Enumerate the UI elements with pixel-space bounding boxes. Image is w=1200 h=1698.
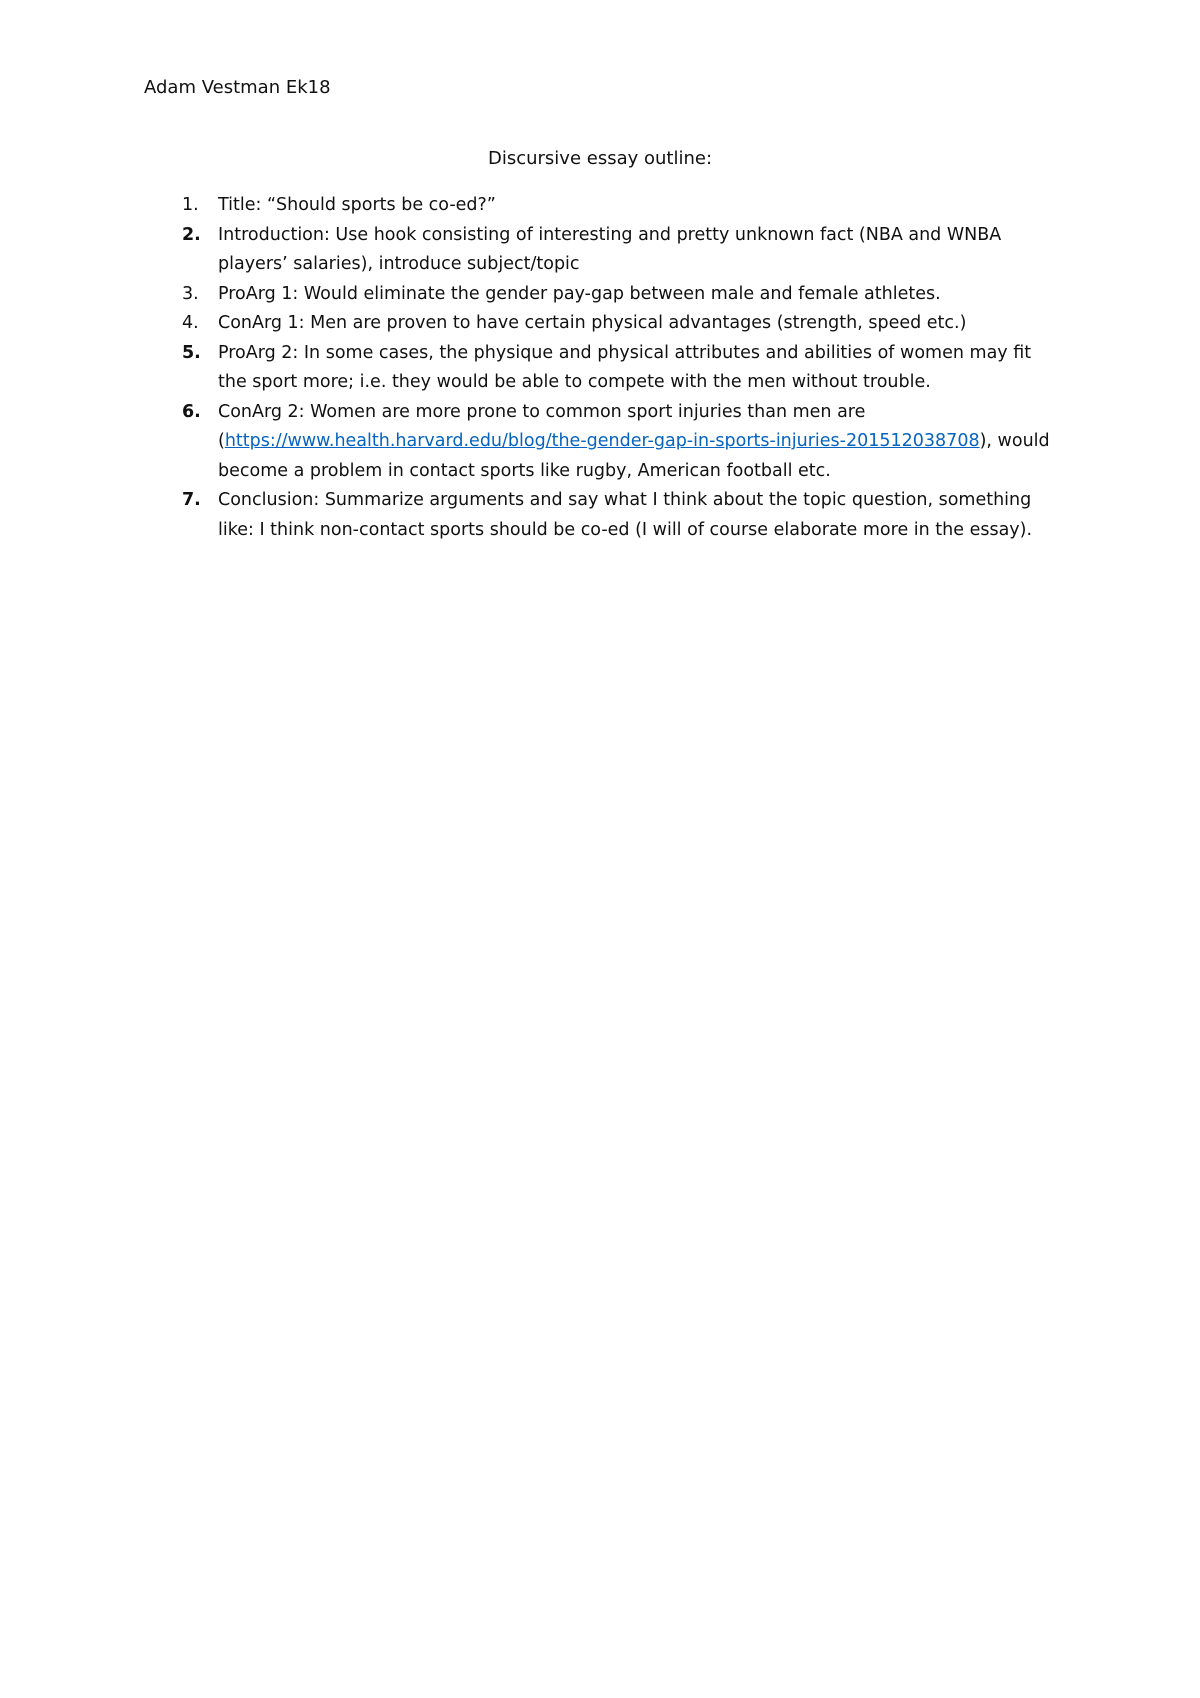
item-label: ProArg 1: <box>218 283 299 304</box>
item-number: 6. <box>182 401 201 422</box>
item-text: Men are proven to have certain physical advantages (strength, speed etc.) <box>304 313 967 333</box>
item-number: 3. <box>182 283 199 304</box>
item-label: ConArg 1: <box>218 313 305 333</box>
item-number: 5. <box>182 342 201 363</box>
author-header: Adam Vestman Ek18 <box>144 77 331 98</box>
item-number: 4. <box>182 313 199 333</box>
item-number: 1. <box>182 195 199 215</box>
outline-item-title <box>182 191 1062 221</box>
item-label: ProArg 2: <box>218 342 299 363</box>
item-number: 7. <box>182 490 201 510</box>
outline-item-con-argument-2 <box>182 398 1062 487</box>
item-text-after-link: ), would become a problem in contact sports like rugby, American football etc. <box>218 431 1050 481</box>
item-number: 2. <box>182 224 201 245</box>
item-text: In some cases, the physique and physical attributes and abilities of women may fit the sport more; i.e. they would be able to compete with the men without trouble. <box>218 342 1032 392</box>
item-text-before-link: Women are more prone to common sport injuries than men are ( <box>218 401 866 451</box>
outline-item-introduction <box>182 221 1062 280</box>
source-link[interactable]: https://www.health.harvard.edu/blog/the-gender-gap-in-sports-injuries-201512038708 <box>224 431 980 451</box>
item-text: Title: “Should sports be co-ed?” <box>218 195 496 215</box>
item-text: Introduction: Use hook consisting of interesting and pretty unknown fact (NBA and WNBA players’ salaries), introduce subject/topic <box>218 224 1002 274</box>
item-text: Would eliminate the gender pay-gap between male and female athletes. <box>298 283 941 304</box>
item-label: ConArg 2: <box>218 401 305 422</box>
essay-outline-list <box>182 191 1062 545</box>
outline-item-conclusion <box>182 486 1062 545</box>
outline-item-con-argument-1 <box>182 309 1062 339</box>
outline-item-pro-argument-1 <box>182 280 1062 310</box>
outline-item-pro-argument-2 <box>182 339 1062 398</box>
item-text: Conclusion: Summarize arguments and say what I think about the topic question, something like: I think non-contact sports should be co-ed (I will of course elaborate more in the essay). <box>218 490 1033 540</box>
page-title: Discursive essay outline: <box>487 148 713 169</box>
